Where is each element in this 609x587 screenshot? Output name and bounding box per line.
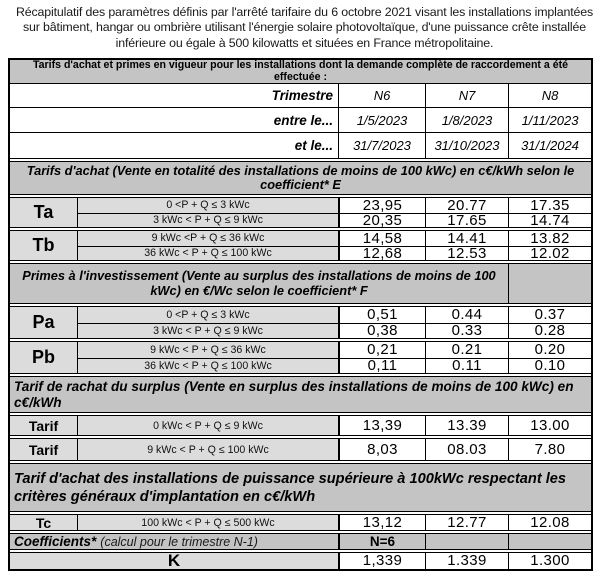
coefficients-n-value: N=6 [338, 534, 425, 549]
ta-value-2-n7: 17.65 [425, 213, 508, 228]
ta-cond-1: 0 <P + Q ≤ 3 kWc [77, 198, 338, 213]
pa-value-2-n8: 0.28 [508, 323, 591, 339]
surplus-label-1: Tarif [10, 416, 77, 435]
surplus-value-2-n8: 7.80 [508, 439, 591, 460]
pa-value-2-n6: 0,38 [338, 323, 425, 339]
start-date-n8: 1/11/2023 [508, 108, 591, 132]
tb-value-1-n7: 14.41 [425, 231, 508, 246]
pa-cond-1: 0 <P + Q ≤ 3 kWc [77, 307, 338, 323]
ta-value-2-n6: 20,35 [338, 213, 425, 228]
quarter-n7: N7 [425, 84, 508, 107]
intro-band: Tarifs d'achat et primes en vigueur pour les installations dont la demande complète de raccordement a été effectuée : [10, 60, 591, 83]
quarter-n6: N6 [338, 84, 425, 107]
pb-cond-2: 36 kWc < P + Q ≤ 100 kWc [77, 358, 338, 374]
ta-label: Ta [10, 198, 77, 227]
surplus-value-2-n6: 8,03 [338, 439, 425, 460]
pb-value-1-n6: 0,21 [338, 342, 425, 358]
surplus-cond-1: 0 kWc < P + Q ≤ 9 kWc [77, 416, 338, 435]
end-date-row [10, 132, 591, 158]
surplus-label-2: Tarif [10, 439, 77, 460]
surplus-row-1 [10, 415, 591, 436]
k-label: K [10, 553, 338, 569]
ta-block [10, 197, 591, 228]
end-date-n6: 31/7/2023 [338, 133, 425, 158]
pa-cond-2: 3 kWc < P + Q ≤ 9 kWc [77, 323, 338, 339]
surplus-row-2 [10, 438, 591, 461]
surplus-cond-2: 9 kWc < P + Q ≤ 100 kWc [77, 439, 338, 460]
tc-row [10, 514, 591, 531]
pb-value-1-n7: 0.21 [425, 342, 508, 358]
start-date-row [10, 107, 591, 132]
quarter-header-row [10, 83, 591, 107]
section-header-achat [10, 161, 591, 195]
surplus-value-1-n6: 13,39 [338, 416, 425, 435]
tb-cond-1: 9 kWc <P + Q ≤ 36 kWc [77, 231, 338, 246]
tb-value-2-n8: 12.02 [508, 246, 591, 261]
section-header-surplus [10, 376, 591, 413]
k-value-n8: 1.300 [508, 553, 591, 569]
section-header-primes [10, 263, 591, 304]
tb-value-1-n6: 14,58 [338, 231, 425, 246]
pa-value-1-n6: 0,51 [338, 307, 425, 323]
k-row [10, 552, 591, 569]
pb-value-2-n8: 0.10 [508, 358, 591, 374]
k-value-n7: 1.339 [425, 553, 508, 569]
ta-value-1-n7: 20.77 [425, 198, 508, 213]
pa-value-2-n7: 0.33 [425, 323, 508, 339]
tc-value-n8: 12.08 [508, 515, 591, 530]
surplus-value-1-n7: 13.39 [425, 416, 508, 435]
coefficients-empty-n7 [425, 534, 508, 549]
pb-block [10, 341, 591, 374]
section-header-surplus-text: Tarif de rachat du surplus (Vente en surplus des installations de moins de 100 kWc) en c€/kWh [10, 377, 591, 412]
coefficients-empty-n8 [508, 534, 591, 549]
end-date-n7: 31/10/2023 [425, 133, 508, 158]
pb-value-2-n7: 0.11 [425, 358, 508, 374]
end-date-n8: 31/1/2024 [508, 133, 591, 158]
tb-value-1-n8: 13.82 [508, 231, 591, 246]
tb-label: Tb [10, 231, 77, 260]
pa-label: Pa [10, 307, 77, 338]
ta-value-2-n8: 14.74 [508, 213, 591, 228]
ta-cond-2: 3 kWc < P + Q ≤ 9 kWc [77, 213, 338, 228]
coefficients-label-note: (calcul pour le trimestre N-1) [100, 534, 258, 549]
and-label: et le... [10, 133, 338, 158]
ta-value-1-n8: 17.35 [508, 198, 591, 213]
coefficients-label [10, 534, 338, 549]
coefficients-label-bold: Coefficients* [14, 534, 97, 550]
trimestre-label: Trimestre [10, 84, 338, 107]
section-header-grandes-text: Tarif d'achat des installations de puissance supérieure à 100kWc respectant les critères généraux d'implantation en c€/kWh [10, 464, 591, 511]
tc-value-n6: 13,12 [338, 515, 425, 530]
pb-label: Pb [10, 342, 77, 373]
pb-cond-1: 9 kWc < P + Q ≤ 36 kWc [77, 342, 338, 358]
tb-block [10, 230, 591, 261]
intro-band-row [10, 60, 591, 83]
document-title: Récapitulatif des paramètres définis par l'arrêté tarifaire du 6 octobre 2021 visant les installations implantées sur bâtiment, hangar ou ombrière utilisant l'énergie solaire photovoltaïque, d'une puissance crête installée inférieure ou égale à 500 kilowatts et situées en France métropolitaine. [15, 5, 594, 50]
section-header-primes-text: Primes à l'investissement (Vente au surplus des installations de moins de 100 kWc) en €/Wc selon le coefficient* F [10, 264, 508, 303]
between-label: entre le... [10, 108, 338, 132]
primes-header-n8-cell [508, 264, 591, 303]
tc-label: Tc [10, 515, 77, 530]
tb-cond-2: 36 kWc < P + Q ≤ 100 kWc [77, 246, 338, 261]
section-header-grandes [10, 463, 591, 512]
tariff-table [8, 58, 593, 571]
start-date-n7: 1/8/2023 [425, 108, 508, 132]
tc-cond: 100 kWc < P + Q ≤ 500 kWc [77, 515, 338, 530]
surplus-value-2-n7: 08.03 [425, 439, 508, 460]
intro-block [10, 60, 591, 159]
pa-value-1-n8: 0.37 [508, 307, 591, 323]
tb-value-2-n6: 12,68 [338, 246, 425, 261]
tb-value-2-n7: 12.53 [425, 246, 508, 261]
quarter-n8: N8 [508, 84, 591, 107]
ta-value-1-n6: 23,95 [338, 198, 425, 213]
pa-value-1-n7: 0.44 [425, 307, 508, 323]
coefficients-row [10, 533, 591, 550]
k-value-n6: 1,339 [338, 553, 425, 569]
pb-value-2-n6: 0,11 [338, 358, 425, 374]
pb-value-1-n8: 0.20 [508, 342, 591, 358]
surplus-value-1-n8: 13.00 [508, 416, 591, 435]
tc-value-n7: 12.77 [425, 515, 508, 530]
section-header-achat-text: Tarifs d'achat (Vente en totalité des installations de moins de 100 kWc) en c€/kWh selon le coefficient* E [10, 162, 591, 194]
pa-block [10, 306, 591, 339]
start-date-n6: 1/5/2023 [338, 108, 425, 132]
